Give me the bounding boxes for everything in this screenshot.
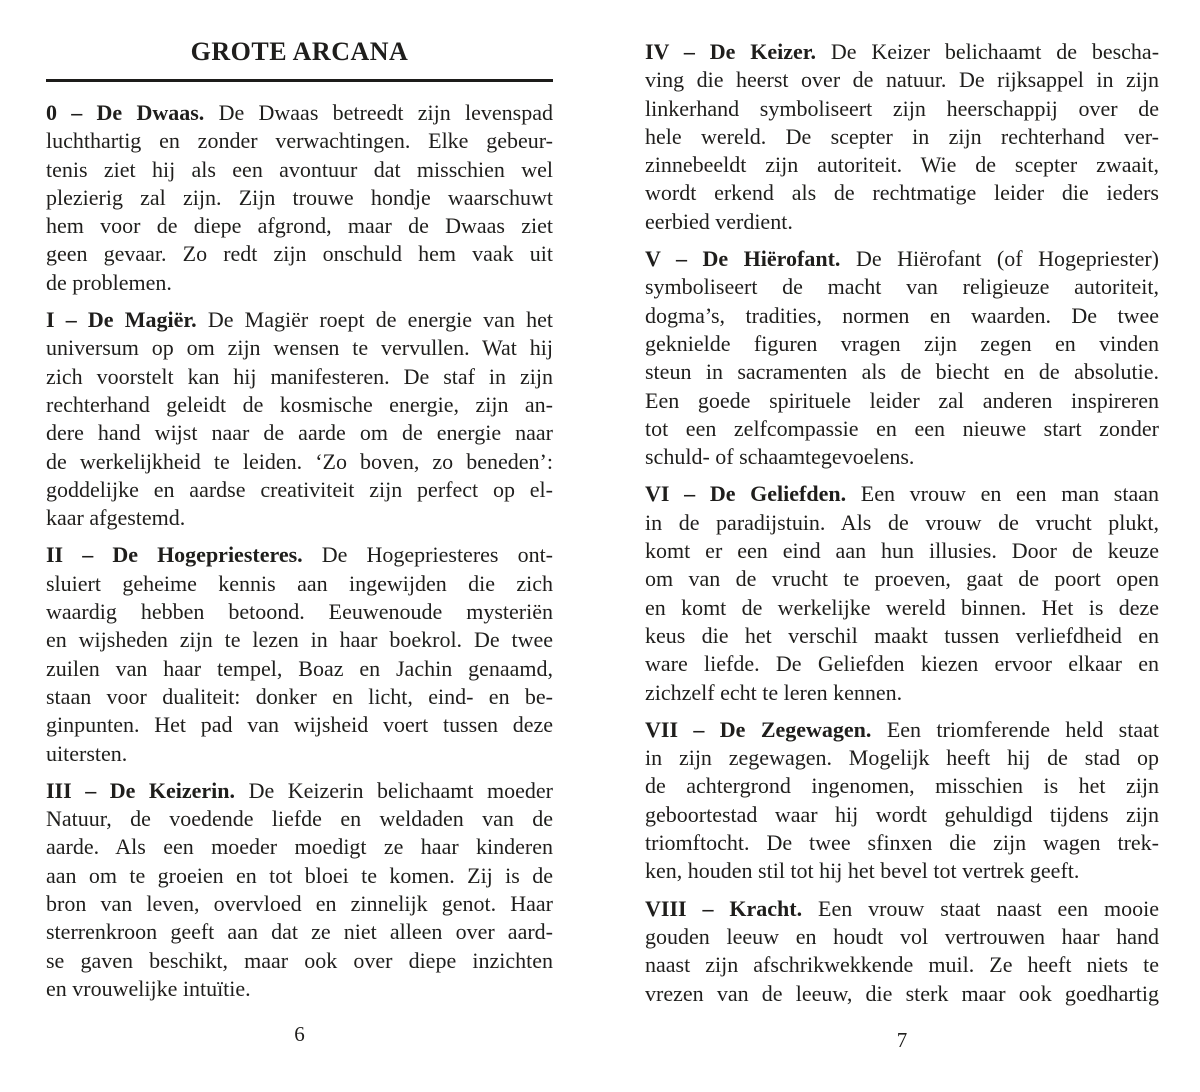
- section-heading: 0 – De Dwaas.: [46, 100, 205, 125]
- text-line: Natuur, de voedende liefde en weldaden van de: [46, 806, 553, 832]
- section-line-text: De Hogepriesteres ont-: [321, 542, 554, 568]
- section-line-text: Een triomferende held staat: [886, 716, 1159, 742]
- text-line: de werkelijkheid te leiden. ‘Zo boven, zo beneden’:: [46, 448, 553, 474]
- text-line: vrezen van de leeuw, die sterk maar ook goedhartig: [645, 980, 1159, 1006]
- text-line: hem voor de diepe afgrond, maar de Dwaas ziet: [46, 213, 553, 239]
- page-header-title: GROTE ARCANA: [190, 37, 409, 66]
- section-heading: IV – De Keizer.: [645, 39, 817, 64]
- page-number-left: 6: [294, 1022, 305, 1046]
- text-line: [46, 99, 553, 127]
- text-line: wordt erkend als de rechtmatige leider die ieders: [645, 180, 1159, 206]
- section-line-text: Een vrouw en een man staan: [860, 481, 1160, 507]
- text-line: triomftocht. De twee sfinxen die zijn wagen trek-: [645, 830, 1159, 856]
- text-line: plezierig zal zijn. Zijn trouwe hondje waarschuwt: [46, 184, 553, 210]
- section-heading: III – De Keizerin.: [46, 777, 236, 803]
- text-line: [46, 541, 553, 569]
- section-heading: I – De Magiër.: [46, 307, 197, 333]
- text-line: sluiert geheime kennis aan ingewijden die zich: [46, 570, 553, 596]
- text-line: rechterhand geleidt de kosmische energie, zijn an-: [46, 391, 553, 417]
- text-line: [645, 480, 1159, 508]
- section-heading: VI – De Geliefden.: [645, 481, 847, 507]
- text-line: om van de vrucht te proeven, gaat de poort open: [645, 566, 1159, 592]
- text-line: symboliseert de macht van religieuze autoriteit,: [645, 274, 1159, 300]
- text-line: ginpunten. Het pad van wijsheid voert tussen deze: [46, 712, 553, 738]
- text-line: uitersten.: [46, 740, 128, 766]
- tarot-section: [645, 38, 1159, 236]
- page-number-right: 7: [896, 1028, 908, 1052]
- text-line: se gaven beschikt, maar ook over diepe inzichten: [46, 947, 553, 973]
- text-line: geen gevaar. Zo redt zijn onschuld hem vaak uit: [46, 241, 553, 267]
- text-line: geboortestad waar hij wordt gehuldigd tijdens zijn: [645, 801, 1159, 827]
- text-line: steun in sacramenten als de biecht en de absolutie.: [645, 359, 1159, 385]
- text-line: [645, 245, 1159, 273]
- section-line-text: De Keizerin belichaamt moeder: [248, 777, 554, 803]
- text-line: de achtergrond ingenomen, misschien is het zijn: [645, 773, 1159, 799]
- right-page: [645, 0, 1159, 1008]
- section-line-text: De Magiër roept de energie van het: [207, 307, 554, 333]
- text-line: gouden leeuw en houdt vol vertrouwen haar hand: [645, 923, 1159, 949]
- section-heading: VII – De Zegewagen.: [645, 716, 872, 742]
- text-line: en komt de werkelijke wereld binnen. Het is deze: [645, 594, 1159, 620]
- text-line: en vrouwelijke intuïtie.: [46, 975, 251, 1001]
- text-line: ken, houden stil tot hij het bevel tot vertrek geeft.: [645, 858, 1080, 884]
- text-line: bron van leven, overvloed en zinnelijk genot. Haar: [46, 891, 553, 917]
- section-heading: V – De Hiërofant.: [645, 246, 841, 272]
- section-line-text: De Dwaas betreedt zijn levenspad: [218, 100, 553, 125]
- text-line: keus die het verschil maakt tussen verliefdheid en: [645, 622, 1159, 648]
- left-page-sections: [46, 99, 553, 1003]
- text-line: in zijn zegewagen. Mogelijk heeft hij de stad op: [645, 745, 1159, 771]
- tarot-section: [645, 480, 1159, 706]
- tarot-section: [645, 245, 1159, 471]
- section-line-text: Een vrouw staat naast een mooie: [818, 895, 1159, 921]
- text-line: [46, 777, 553, 805]
- tarot-section: [645, 716, 1159, 886]
- text-line: aan om te groeien en tot bloei te komen. Zij is de: [46, 862, 553, 888]
- text-line: in de paradijstuin. Als de vrouw de vrucht plukt,: [645, 509, 1159, 535]
- text-line: [645, 38, 1159, 66]
- text-line: zichzelf echt te leren kennen.: [645, 679, 903, 705]
- text-line: luchthartig en zonder verwachtingen. Elke gebeur-: [46, 128, 553, 154]
- text-line: waardig hebben betoond. Eeuwenoude mysteriën: [46, 599, 553, 625]
- text-line: kaar afgestemd.: [46, 505, 186, 531]
- section-heading: II – De Hogepriesteres.: [46, 542, 303, 568]
- section-line-text: De Hiërofant (of Hogepriester): [855, 246, 1160, 272]
- section-heading: VIII – Kracht.: [645, 895, 803, 921]
- tarot-section: [645, 895, 1159, 1008]
- tarot-section: [46, 777, 553, 1003]
- text-line: de problemen.: [46, 269, 172, 295]
- text-line: linkerhand symboliseert zijn heerschappij over de: [645, 95, 1159, 121]
- text-line: tot een zelfcompassie en een nieuwe start zonder: [645, 415, 1159, 441]
- text-line: tenis ziet hij als een avontuur dat misschien wel: [46, 156, 553, 182]
- text-line: sterrenkroon geeft aan dat ze niet alleen over aard-: [46, 919, 553, 945]
- text-line: hele wereld. De scepter in zijn rechterhand ver-: [645, 123, 1159, 149]
- text-line: ving die heerst over de natuur. De rijksappel in zijn: [645, 67, 1159, 93]
- right-page-sections: [645, 38, 1159, 1008]
- text-line: [645, 895, 1159, 923]
- tarot-section: [46, 541, 553, 767]
- text-line: schuld- of schaamtegevoelens.: [645, 444, 915, 470]
- text-line: ware liefde. De Geliefden kiezen ervoor elkaar en: [645, 651, 1159, 677]
- text-line: naast zijn afschrikwekkende muil. Ze heeft niets te: [645, 952, 1159, 978]
- text-line: [645, 716, 1159, 744]
- text-line: komt er een eind aan hun illusies. Door de keuze: [645, 538, 1159, 564]
- text-line: en wijsheden zijn te lezen in haar boekrol. De twee: [46, 627, 553, 653]
- text-line: Een goede spirituele leider zal anderen inspireren: [645, 387, 1159, 413]
- text-line: dogma’s, tradities, normen en waarden. De twee: [645, 302, 1159, 328]
- section-line-text: De Keizer belichaamt de bescha-: [830, 39, 1160, 64]
- text-line: zuilen van haar tempel, Boaz en Jachin genaamd,: [46, 655, 553, 681]
- text-line: [46, 306, 553, 334]
- text-line: zich voorstelt kan hij manifesteren. De staf in zijn: [46, 363, 553, 389]
- tarot-section: [46, 306, 553, 532]
- text-line: zinnebeeldt zijn autoriteit. Wie de scepter zwaait,: [645, 152, 1159, 178]
- text-line: aarde. Als een moeder moedigt ze haar kinderen: [46, 834, 553, 860]
- header-rule: [46, 79, 553, 82]
- tarot-section: [46, 99, 553, 297]
- left-page: [46, 0, 553, 1003]
- text-line: universum op om zijn wensen te vervullen. Wat hij: [46, 335, 553, 361]
- text-line: eerbied verdient.: [645, 208, 793, 234]
- text-line: dere hand wijst naar de aarde om de energie naar: [46, 420, 553, 446]
- text-line: goddelijke en aardse creativiteit zijn perfect op el-: [46, 476, 553, 502]
- text-line: staan voor dualiteit: donker en licht, eind- en be-: [46, 683, 553, 709]
- text-line: geknielde figuren vragen zijn zegen en vinden: [645, 330, 1159, 356]
